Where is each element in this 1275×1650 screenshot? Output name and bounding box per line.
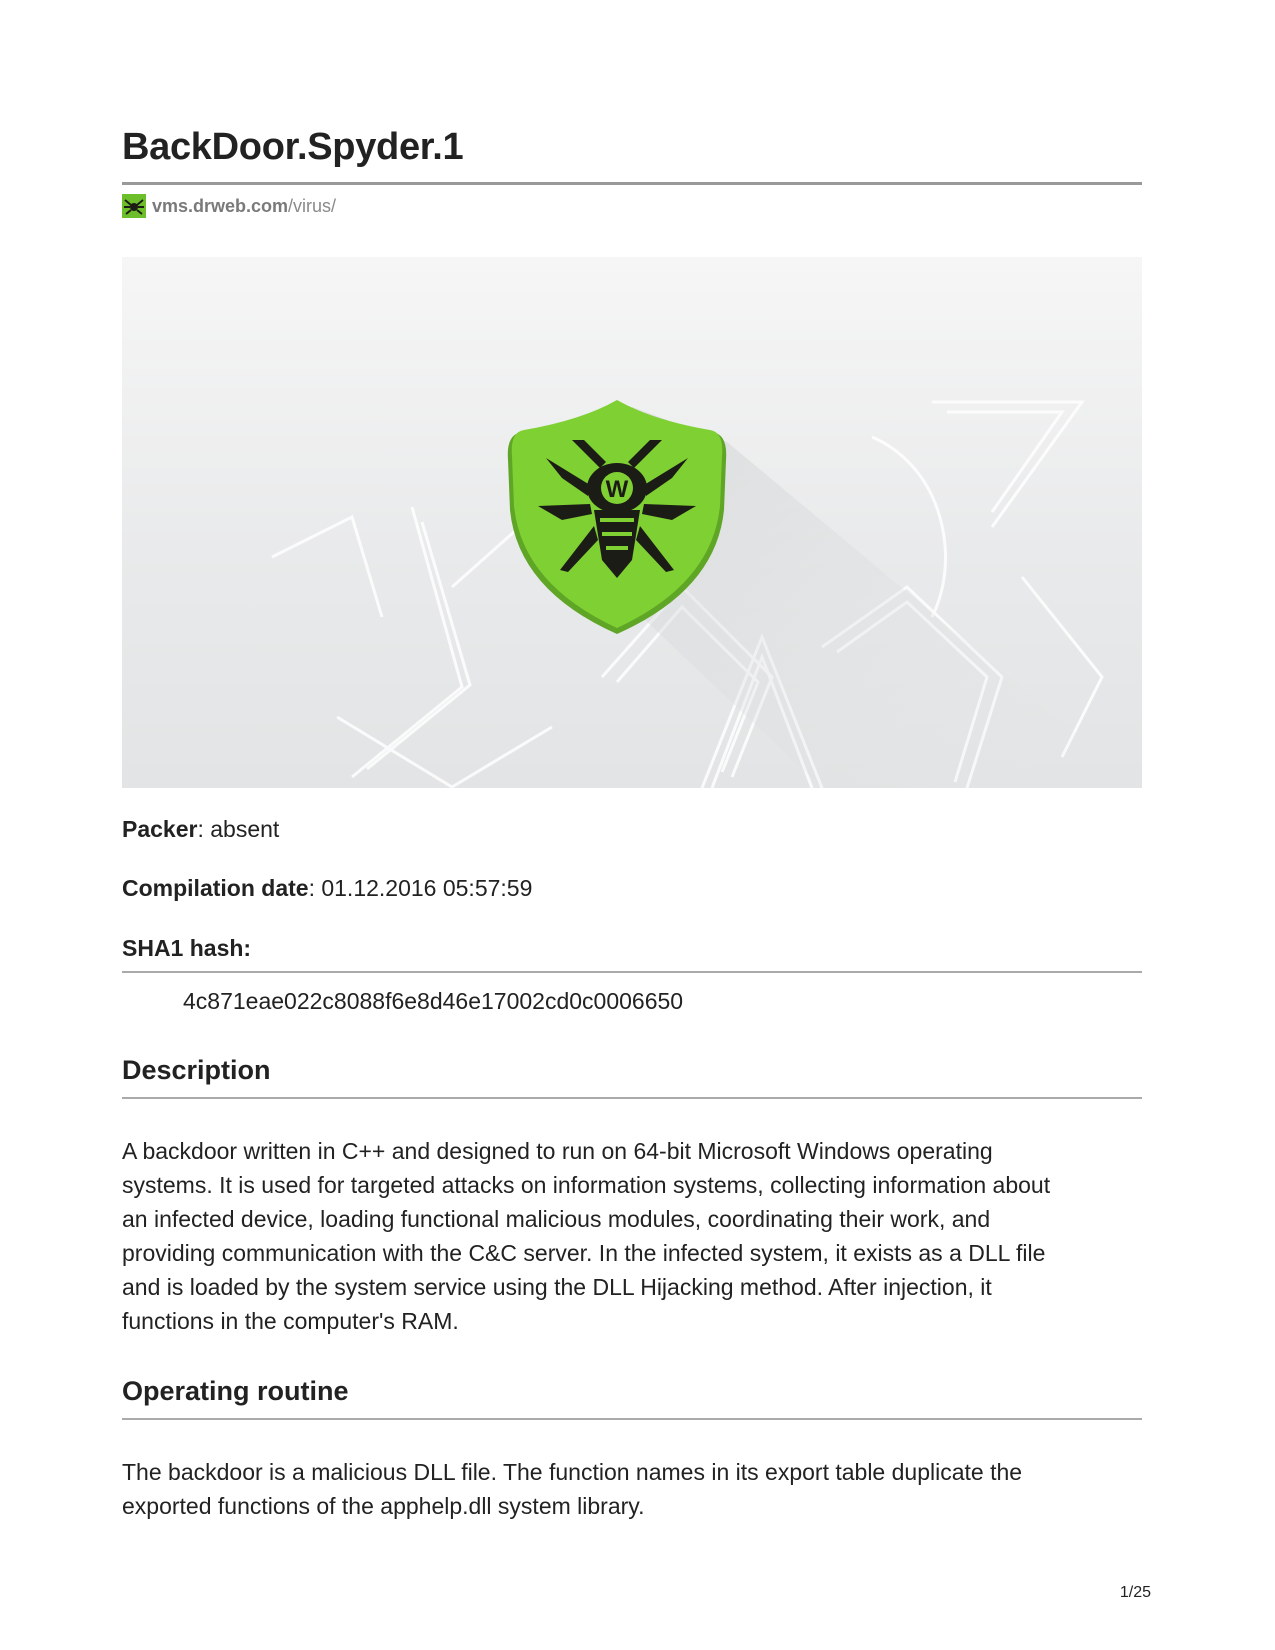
logo-letter: W bbox=[605, 476, 629, 503]
sha1-label: SHA1 hash: bbox=[122, 935, 252, 961]
description-line: A backdoor written in C++ and designed to run on 64-bit Microsoft Windows operating bbox=[122, 1138, 993, 1164]
source-link[interactable] bbox=[122, 193, 336, 219]
description-heading: Description bbox=[122, 1055, 271, 1085]
compilation-label: Compilation date bbox=[122, 875, 309, 901]
description-paragraph bbox=[122, 1134, 1142, 1338]
operating-routine-divider bbox=[122, 1418, 1142, 1420]
hero-image bbox=[122, 257, 1142, 788]
packer-label: Packer bbox=[122, 816, 198, 842]
description-line: functions in the computer's RAM. bbox=[122, 1308, 459, 1334]
sha1-value: 4c871eae022c8088f6e8d46e17002cd0c0006650 bbox=[183, 988, 684, 1014]
compilation-date-field bbox=[122, 875, 532, 902]
description-line: an infected device, loading functional malicious modules, coordinating their work, and bbox=[122, 1206, 991, 1232]
description-divider bbox=[122, 1097, 1142, 1099]
description-line: systems. It is used for targeted attacks on information systems, collecting information about bbox=[122, 1172, 1051, 1198]
compilation-value: : 01.12.2016 05:57:59 bbox=[308, 875, 533, 901]
description-line: and is loaded by the system service using the DLL Hijacking method. After injection, it bbox=[122, 1274, 992, 1300]
page-title: BackDoor.Spyder.1 bbox=[122, 126, 464, 168]
source-host: vms.drweb.com bbox=[152, 195, 289, 216]
page-number: 1/25 bbox=[1119, 1584, 1151, 1601]
operating-routine-paragraph bbox=[122, 1455, 1142, 1523]
operating-routine-heading: Operating routine bbox=[122, 1376, 349, 1406]
packer-field bbox=[122, 816, 279, 843]
drweb-spider-icon bbox=[122, 194, 146, 218]
operating-routine-line: exported functions of the apphelp.dll system library. bbox=[122, 1493, 645, 1519]
packer-value: : absent bbox=[197, 816, 280, 842]
operating-routine-line: The backdoor is a malicious DLL file. The function names in its export table duplicate the bbox=[122, 1459, 1023, 1485]
sha1-divider bbox=[122, 971, 1142, 973]
description-line: providing communication with the C&C server. In the infected system, it exists as a DLL file bbox=[122, 1240, 1046, 1266]
source-path: /virus/ bbox=[288, 195, 337, 216]
drweb-shield-spider-logo bbox=[502, 400, 732, 640]
title-divider bbox=[122, 182, 1142, 185]
